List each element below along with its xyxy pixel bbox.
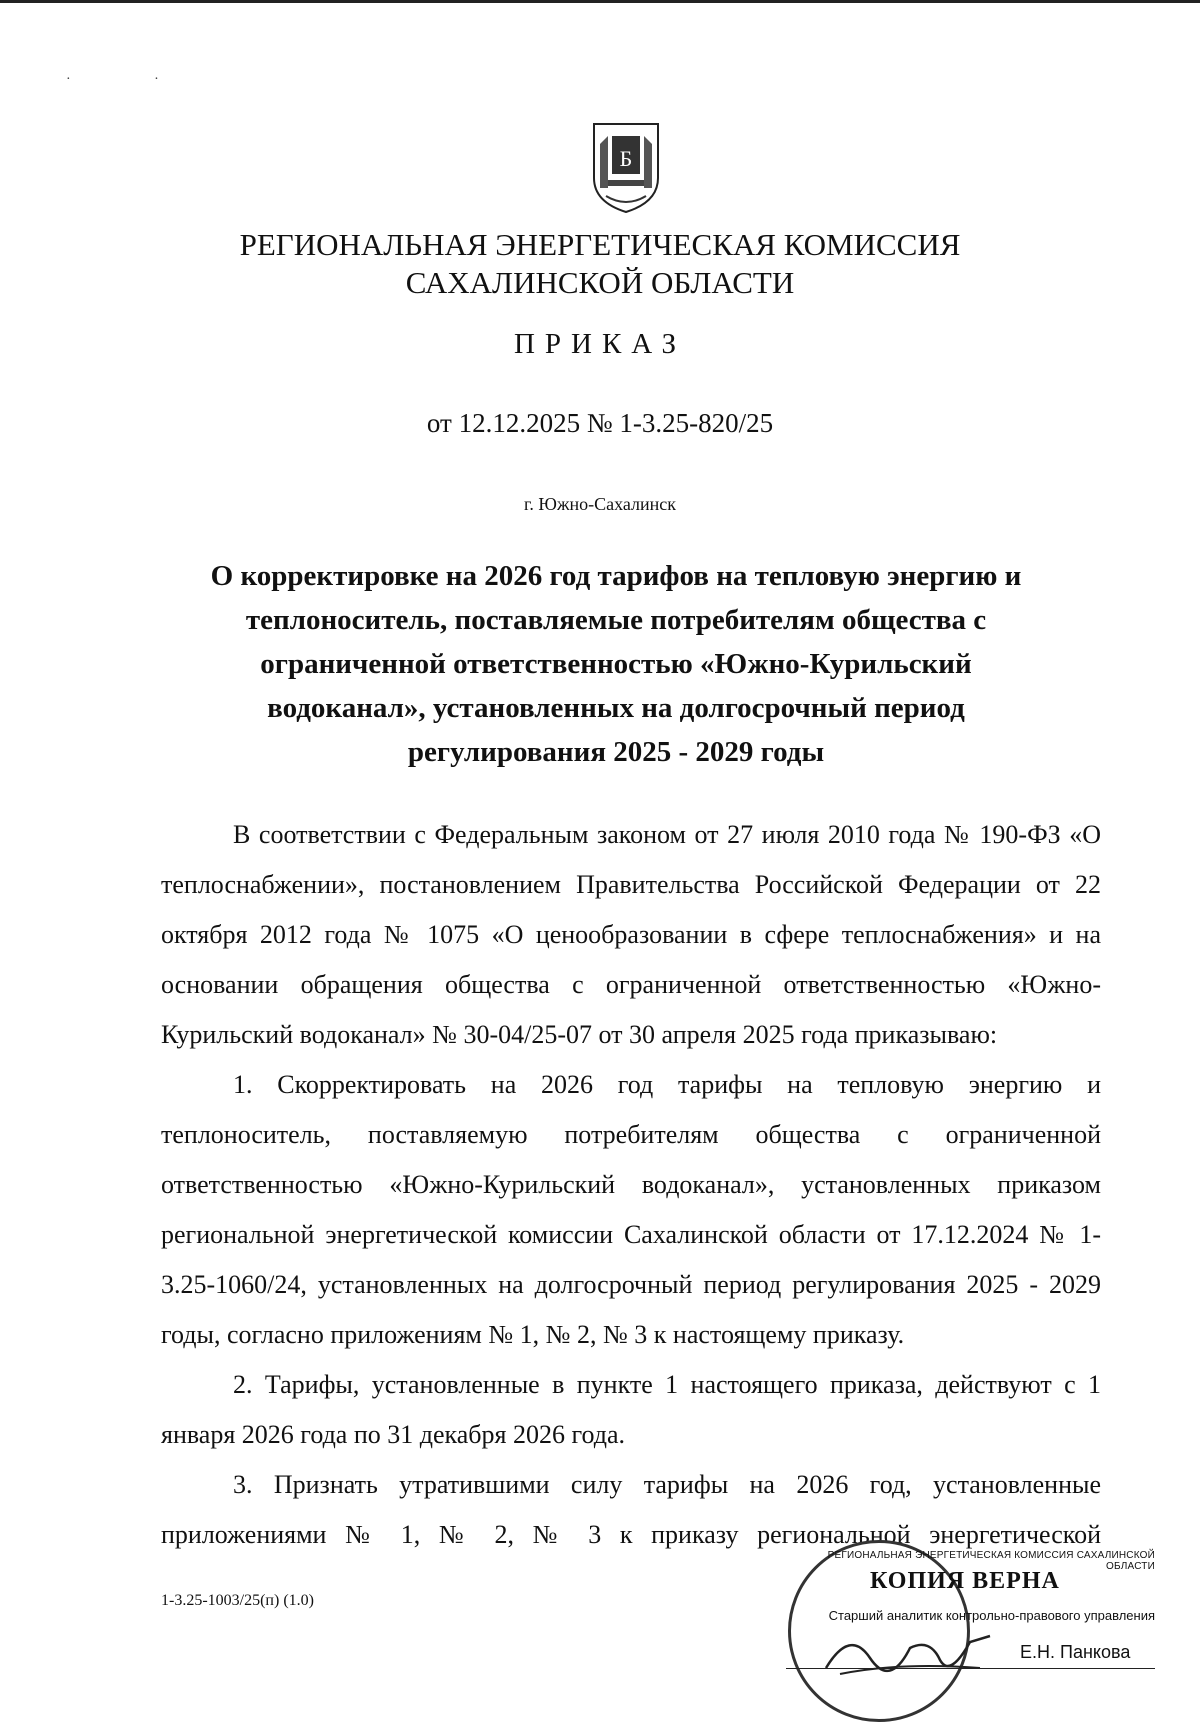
stamp-organization: РЕГИОНАЛЬНАЯ ЭНЕРГЕТИЧЕСКАЯ КОМИССИЯ САХАЛИНСКОЙ ОБЛАСТИ (827, 1550, 1155, 1572)
document-number: от 12.12.2025 № 1-3.25-820/25 (426, 408, 774, 438)
stamp-signature-line (786, 1668, 1155, 1669)
stamp-copy-verified: КОПИЯ ВЕРНА (870, 1568, 1060, 1594)
title-line-5: регулирования 2025 - 2029 годы (407, 736, 825, 768)
document-title (150, 554, 1082, 774)
stamp-signer-name: Е.Н. Панкова (1020, 1642, 1131, 1662)
item-1-paragraph: 1. Скорректировать на 2026 год тарифы на тепловую энергию и теплоноситель, поставляемую потребителям общества с ограниченной ответственностью «Южно-Курильский водоканал», установленных приказом региональной энергетической комиссии Сахалинской области от 17.12.2024 № 1-3.25-1060/24, установленных на долгосрочный период регулирования 2025 - 2029 годы, согласно приложениям № 1, № 2, № 3 к настоящему приказу. (161, 1070, 1101, 1349)
organization-line-1: РЕГИОНАЛЬНАЯ ЭНЕРГЕТИЧЕСКАЯ КОМИССИЯ (239, 227, 961, 262)
certification-stamp (780, 1528, 1155, 1716)
document-city: г. Южно-Сахалинск (523, 494, 677, 514)
item-2-paragraph: 2. Тарифы, установленные в пункте 1 настоящего приказа, действуют с 1 января 2026 года по 31 декабря 2026 года. (161, 1370, 1101, 1449)
item-3-paragraph: 3. Признать утратившими силу тарифы на 2026 год, установленные приложениями № 1, № 2, № 3 к приказу региональной энергетической (161, 1470, 1101, 1549)
coat-of-arms-icon (586, 116, 666, 216)
scan-specks: · · (66, 72, 199, 87)
stamp-signer-role: Старший аналитик контрольно-правового управления (828, 1608, 1155, 1623)
scan-edge-line (0, 0, 1200, 3)
title-line-1: О корректировке на 2026 год тарифов на тепловую энергию и (210, 560, 1022, 592)
title-line-3: ограниченной ответственностью «Южно-Курильский (260, 648, 972, 680)
document-type: ПРИКАЗ (513, 328, 687, 360)
document-code: 1-3.25-1003/25(п) (1.0) (161, 1592, 314, 1609)
title-line-4: водоканал», установленных на долгосрочный период (267, 692, 965, 724)
document-body (161, 810, 1101, 1560)
preamble-paragraph: В соответствии с Федеральным законом от 27 июля 2010 года № 190-ФЗ «О теплоснабжении», постановлением Правительства Российской Федерации от 22 октября 2012 года № 1075 «О ценообразовании в сфере теплоснабжения» и на основании обращения общества с ограниченной ответственностью «Южно-Курильский водоканал» № 30-04/25-07 от 30 апреля 2025 года приказываю: (161, 820, 1101, 1049)
organization-name (0, 226, 1200, 302)
organization-line-2: САХАЛИНСКОЙ ОБЛАСТИ (405, 265, 795, 300)
handwritten-signature (820, 1618, 1000, 1688)
svg-text:Б: Б (619, 146, 633, 171)
title-line-2: теплоноситель, поставляемые потребителям общества с (245, 604, 987, 636)
